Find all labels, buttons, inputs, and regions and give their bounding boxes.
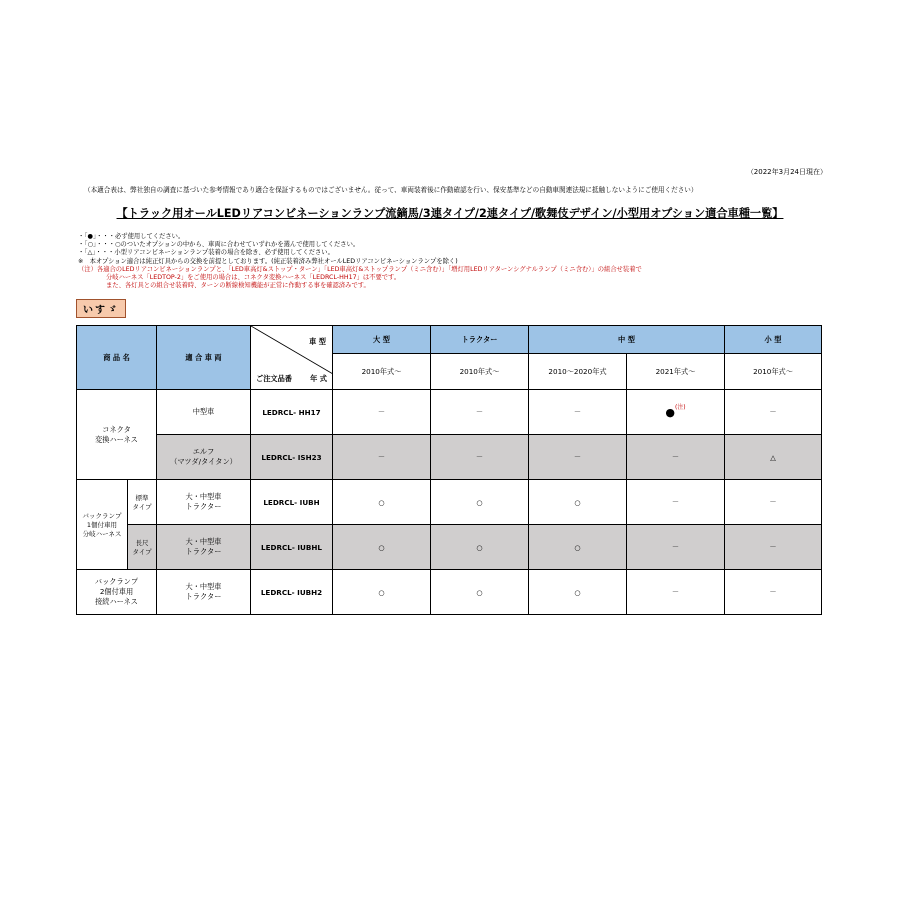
table-row [77,480,822,525]
note-line: ※ 本オプション適合は純正灯具からの交換を前提としております。(純正装着済み弊社オールLEDリアコンビネーションランプを除く) [78,257,458,265]
fit-mark: － [431,390,529,435]
fit-mark-cell [627,390,725,435]
fit-mark: ○ [529,570,627,615]
table-row [77,390,822,435]
fit-mark: ● [665,405,675,419]
fit-mark: △ [725,435,822,480]
fit-mark: － [627,435,725,480]
fit-mark: － [529,435,627,480]
header-product: 商 品 名 [77,326,157,390]
corner-part-label: ご注文品番 [256,374,292,383]
note-line: ・「○」・・・○のついたオプションの中から、車両に合わせていずれかを選んで使用してください。 [78,241,360,249]
part-number: LEDRCL- HH17 [251,390,333,435]
compatibility-table [76,325,822,615]
product-name: コネクタ 変換ハーネス [77,390,157,480]
caution-line: 分岐ハーネス「LEDTOP-2」をご使用の場合は、コネクタ変換ハーネス「LEDRCL-HH17」は不要です。 [106,274,401,282]
fit-mark: ○ [431,480,529,525]
vehicle-cell: エルフ （マツダ/タイタン） [157,435,251,480]
fit-mark: － [333,390,431,435]
type-small: 小 型 [725,326,822,354]
sub-type: 長尺 タイプ [128,525,157,570]
fit-mark: ○ [529,480,627,525]
year-cell: 2021年式～ [627,354,725,390]
caution-line: （注）各適合のLEDリアコンビネーションランプと、「LED車高灯&ストップ・ターン」「LED車高灯&ストップランプ（ミニ含む）」「増灯用LEDリアターンシグナルランプ（ミニ含む）」の組合せ装着で [78,265,642,273]
fit-mark: ○ [431,570,529,615]
year-cell: 2010年式～ [333,354,431,390]
vehicle-cell: 大・中型車 トラクター [157,525,251,570]
product-name: バックランプ 2個付車用 接続ハーネス [77,570,157,615]
header-vehicle: 適 合 車 両 [157,326,251,390]
caution-line: また、各灯具との組合せ装着時、ターンの断線検知機能が正常に作動する事を確認済みです。 [106,282,370,290]
fit-mark: ○ [333,570,431,615]
fit-mark: ○ [333,480,431,525]
table-row [77,570,822,615]
note-ref: (注) [674,403,686,411]
fit-mark: － [431,435,529,480]
note-line: ・「△」・・・小型リアコンビネーションランプ装着の場合を除き、必ず使用してください。 [78,249,334,257]
header-corner [251,326,333,390]
maker-label: いすゞ [76,299,126,318]
part-number: LEDRCL- IUBH [251,480,333,525]
fit-mark: － [627,525,725,570]
fit-mark: － [725,390,822,435]
type-medium: 中 型 [529,326,725,354]
year-cell: 2010～2020年式 [529,354,627,390]
fit-mark: － [627,480,725,525]
corner-year-label: 年 式 [310,374,327,383]
fit-mark: ○ [431,525,529,570]
note-line: ・「●」・・・必ず使用してください。 [78,233,185,240]
vehicle-cell: 中型車 [157,390,251,435]
fit-mark: ○ [529,525,627,570]
sub-type: 標準 タイプ [128,480,157,525]
part-number: LEDRCL- IUBH2 [251,570,333,615]
type-tractor: トラクター [431,326,529,354]
legend-notes [78,233,642,290]
fit-mark: － [529,390,627,435]
product-name: バックランプ 1個付車用 分岐ハーネス [77,480,128,570]
fit-mark: － [725,570,822,615]
part-number: LEDRCL- ISH23 [251,435,333,480]
fit-mark: － [725,480,822,525]
fit-mark: ○ [333,525,431,570]
table-row [77,435,822,480]
year-cell: 2010年式～ [725,354,822,390]
disclaimer-text: （本適合表は、弊社独自の調査に基づいた参考情報であり適合を保証するものではございません。従って、車両装着後に作動確認を行い、保安基準などの自動車関連法規に抵触しないようにご使用ください） [84,186,698,194]
date-stamp: （2022年3月24日現在） [746,168,827,176]
fit-mark: － [627,570,725,615]
page-title: 【トラック用オールLEDリアコンビネーションランプ流鏑馬/3連タイプ/2連タイプ/歌舞伎デザイン/小型用オプション適合車種一覧】 [116,207,784,220]
fit-mark: － [725,525,822,570]
part-number: LEDRCL- IUBHL [251,525,333,570]
fit-mark: － [333,435,431,480]
table-row [77,525,822,570]
vehicle-cell: 大・中型車 トラクター [157,480,251,525]
vehicle-cell: 大・中型車 トラクター [157,570,251,615]
type-large: 大 型 [333,326,431,354]
year-cell: 2010年式～ [431,354,529,390]
corner-type-label: 車 型 [309,337,326,346]
